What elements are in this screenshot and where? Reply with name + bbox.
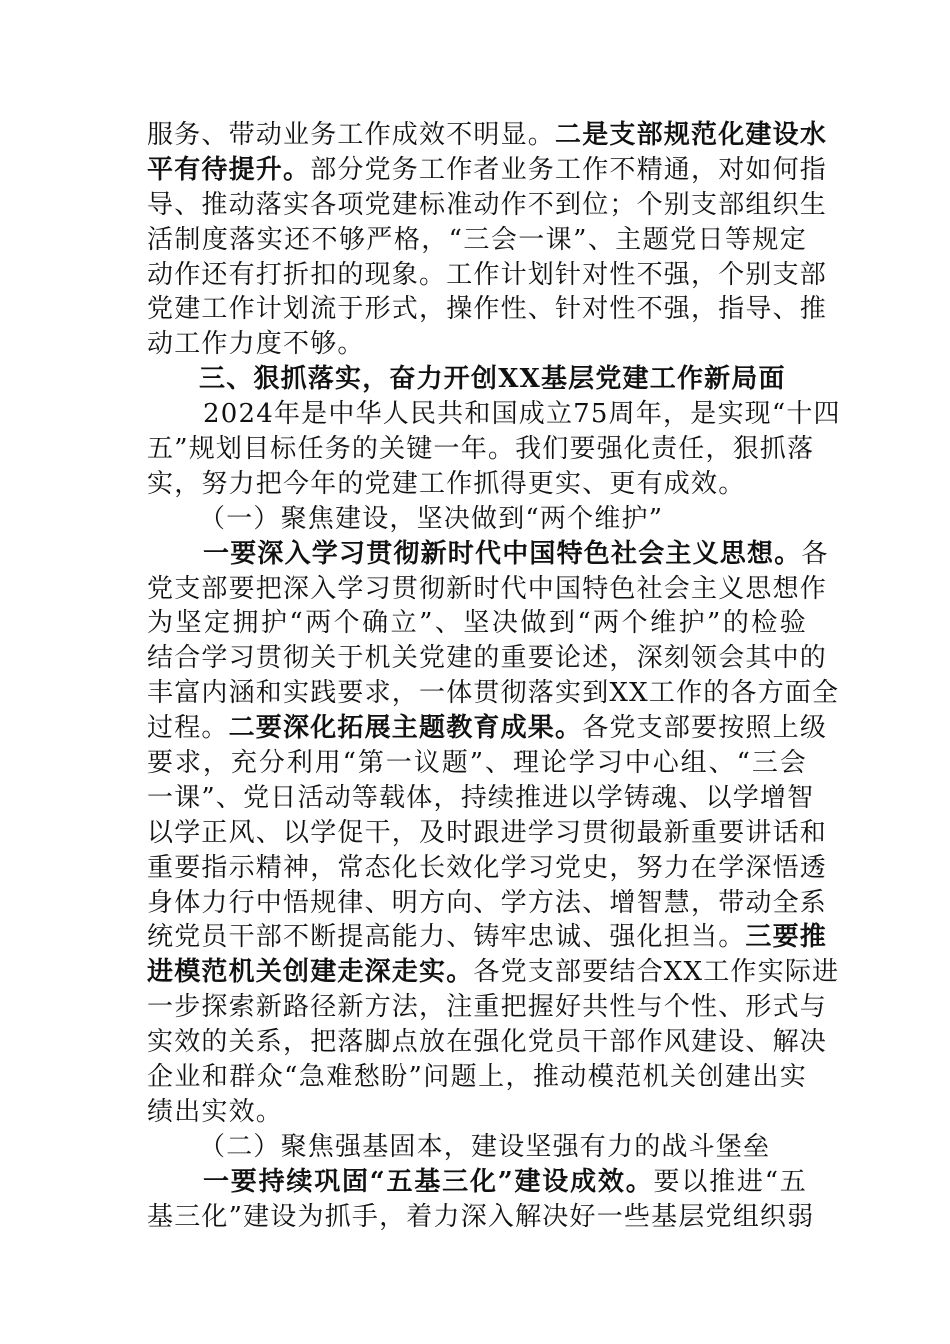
text-segment: 动作还有打折扣的现象。工作计划针对性不强，个别支部 (147, 259, 828, 290)
text-segment: 各 (801, 538, 829, 569)
text-segment: 动工作力度不够。 (147, 329, 365, 360)
text-line (147, 1200, 815, 1235)
text-segment: 五”规划目标任务的关键一年。我们要强化责任，狠抓落 (147, 434, 815, 465)
text-line (147, 920, 828, 955)
text-line (147, 1025, 828, 1060)
text-segment: 丰富内涵和实践要求，一体贯彻落实到XX工作的各方面全 (147, 678, 840, 709)
text-segment: 绩出实效。 (147, 1096, 284, 1127)
text-line (147, 397, 841, 432)
bold-text-segment: 三要推 (745, 922, 828, 953)
text-line (147, 153, 828, 188)
bold-text-segment: 二要深化拓展主题教育成果。 (228, 713, 583, 744)
text-line (147, 781, 815, 816)
text-line (147, 432, 815, 467)
text-segment: 结合学习贯彻关于机关党建的重要论述，深刻领会其中的 (147, 643, 828, 674)
text-line (147, 362, 807, 397)
text-line (147, 1165, 807, 1200)
text-segment: 要以推进“五 (653, 1166, 808, 1197)
text-line (147, 537, 829, 572)
text-line (147, 467, 807, 502)
text-segment: 部分党务工作者业务工作不精通，对如何指 (310, 154, 828, 185)
text-segment: 为坚定拥护“两个确立”、坚决做到“两个维护”的检验 (147, 608, 807, 639)
text-segment: 一步探索新路径新方法，注重把握好共性与个性、形式与 (147, 992, 828, 1023)
text-segment: 2024年是中华人民共和国成立75周年，是实现“十四 (203, 399, 841, 430)
text-segment: 企业和群众“急难愁盼”问题上，推动模范机关创建出实 (147, 1062, 807, 1093)
text-segment: 身体力行中悟规律、明方向、学方法、增智慧，带动全系 (147, 887, 828, 918)
text-segment: 活制度落实还不够严格，“三会一课”、主题党日等规定 (147, 224, 807, 255)
text-line (147, 955, 840, 990)
text-line (147, 118, 828, 153)
text-line (147, 1060, 807, 1095)
text-line (147, 188, 828, 223)
text-segment: 实，努力把今年的党建工作抓得更实、更有成效。 (147, 468, 746, 499)
text-line (147, 223, 807, 258)
text-line (147, 711, 828, 746)
text-segment: 过程。 (147, 713, 229, 744)
text-segment: 统党员干部不断提高能力、铸牢忠诚、强化担当。 (147, 922, 746, 953)
text-line (147, 292, 828, 327)
text-segment: 党建工作计划流于形式，操作性、针对性不强，指导、推 (147, 294, 828, 325)
text-line (147, 886, 828, 921)
text-segment: 要求，充分利用“第一议题”、理论学习中心组、“三会 (147, 748, 807, 779)
text-line (147, 1095, 807, 1130)
text-segment: 各党支部要结合XX工作实际进 (473, 957, 840, 988)
bold-text-segment: 一要深入学习贯彻新时代中国特色社会主义思想。 (203, 538, 802, 569)
text-line (147, 746, 807, 781)
bold-text-segment: 二是支部规范化建设水 (555, 120, 828, 150)
text-segment: 各党支部要按照上级 (582, 713, 828, 744)
text-line (147, 990, 828, 1025)
text-line (147, 816, 828, 851)
text-segment: 重要指示精神，常态化长效化学习党史，努力在学深悟透 (147, 852, 828, 883)
text-segment: 导、推动落实各项党建标准动作不到位；个别支部组织生 (147, 189, 828, 220)
text-line (147, 327, 807, 362)
text-line (147, 502, 807, 537)
text-segment: 一课”、党日活动等载体，持续推进以学铸魂、以学增智 (147, 782, 815, 813)
text-segment: 党支部要把深入学习贯彻新时代中国特色社会主义思想作 (147, 573, 828, 604)
text-segment: （二）聚焦强基固本，建设坚强有力的战斗堡垒 (199, 1131, 771, 1162)
bold-text-segment: 一要持续巩固“五基三化”建设成效。 (203, 1166, 654, 1197)
document-body (147, 118, 841, 1235)
bold-text-segment: 平有待提升。 (147, 154, 311, 185)
text-segment: 以学正风、以学促干，及时跟进学习贯彻最新重要讲话和 (147, 817, 828, 848)
text-line (147, 258, 828, 293)
text-line (147, 851, 828, 886)
text-segment: 实效的关系，把落脚点放在强化党员干部作风建设、解决 (147, 1027, 828, 1058)
bold-text-segment: 三、狠抓落实，奋力开创XX基层党建工作新局面 (199, 364, 786, 395)
text-line (147, 1130, 807, 1165)
text-line (147, 676, 840, 711)
text-segment: 服务、带动业务工作成效不明显。 (147, 120, 556, 150)
text-line (147, 572, 828, 607)
bold-text-segment: 进模范机关创建走深走实。 (147, 957, 474, 988)
text-line (147, 641, 828, 676)
text-line (147, 606, 807, 641)
text-segment: （一）聚焦建设，坚决做到“两个维护” (199, 503, 664, 534)
text-segment: 基三化”建设为抓手，着力深入解决好一些基层党组织弱 (147, 1201, 815, 1232)
